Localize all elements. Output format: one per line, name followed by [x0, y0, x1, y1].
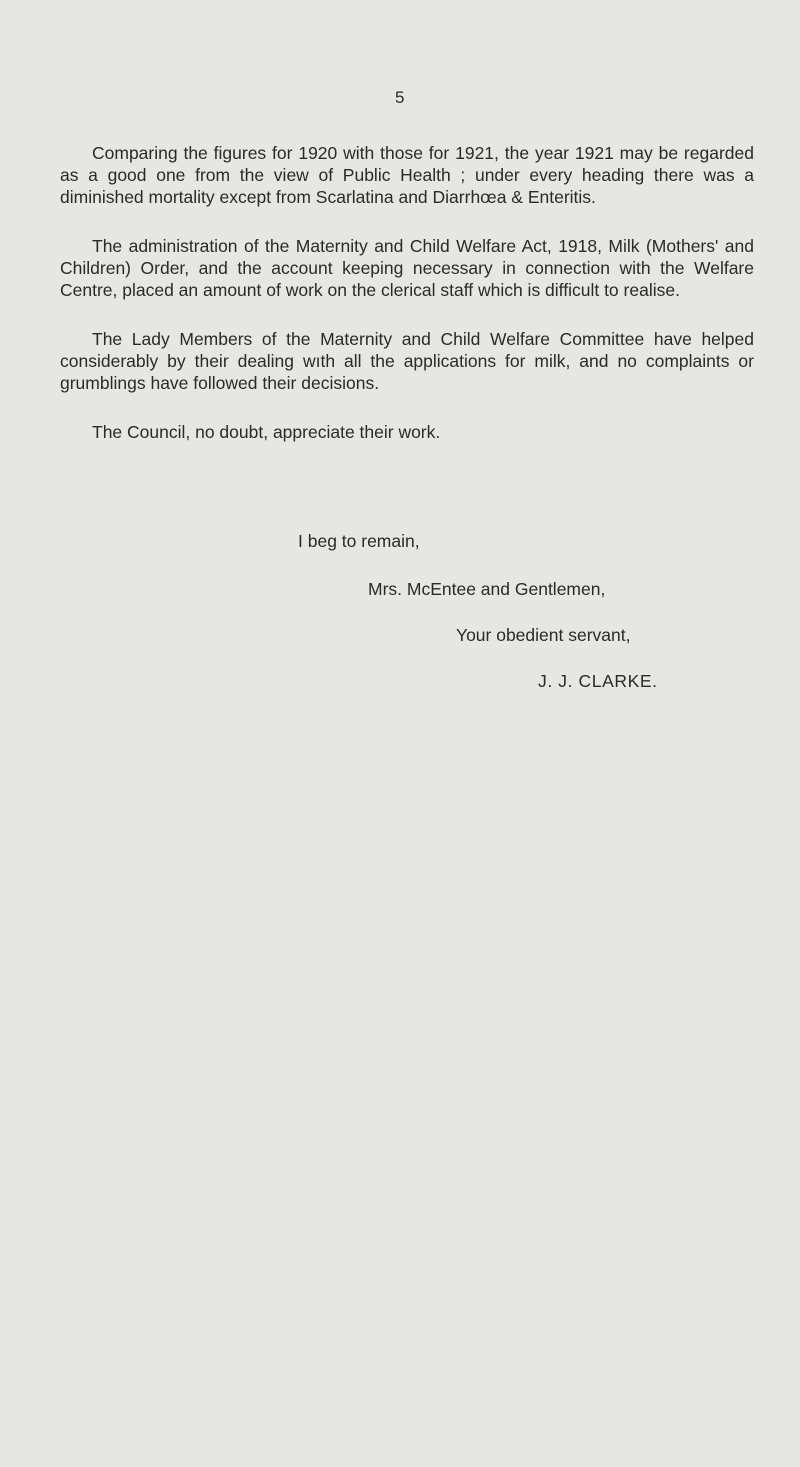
- signature: J. J. CLARKE.: [538, 671, 658, 691]
- closing-salutation: Mrs. McEntee and Gentlemen,: [368, 579, 606, 599]
- report-body: [60, 142, 754, 470]
- closing-remain: I beg to remain,: [298, 531, 420, 551]
- page-number: 5: [395, 88, 405, 107]
- paragraph-council: The Council, no doubt, appreciate their work.: [92, 422, 441, 442]
- paragraph-lady-members: The Lady Members of the Maternity and Child Welfare Committee have helped considerably by their dealing wıth all the applications for milk, and no complaints or grumblings have followed their decisions.: [60, 329, 754, 393]
- paragraph-mortality-comparison: Comparing the figures for 1920 with those for 1921, the year 1921 may be regarded as a good one from the view of Public Health ; under every heading there was a diminished mortality except from Scarlatina and Diarrhœa & Enteritis.: [60, 143, 754, 207]
- closing-servant: Your obedient servant,: [456, 625, 631, 645]
- paragraph-administration: The administration of the Maternity and Child Welfare Act, 1918, Milk (Mothers' and Children) Order, and the account keeping necessary in connection with the Welfare Centre, placed an amount of work on the clerical staff which is difficult to realise.: [60, 236, 754, 300]
